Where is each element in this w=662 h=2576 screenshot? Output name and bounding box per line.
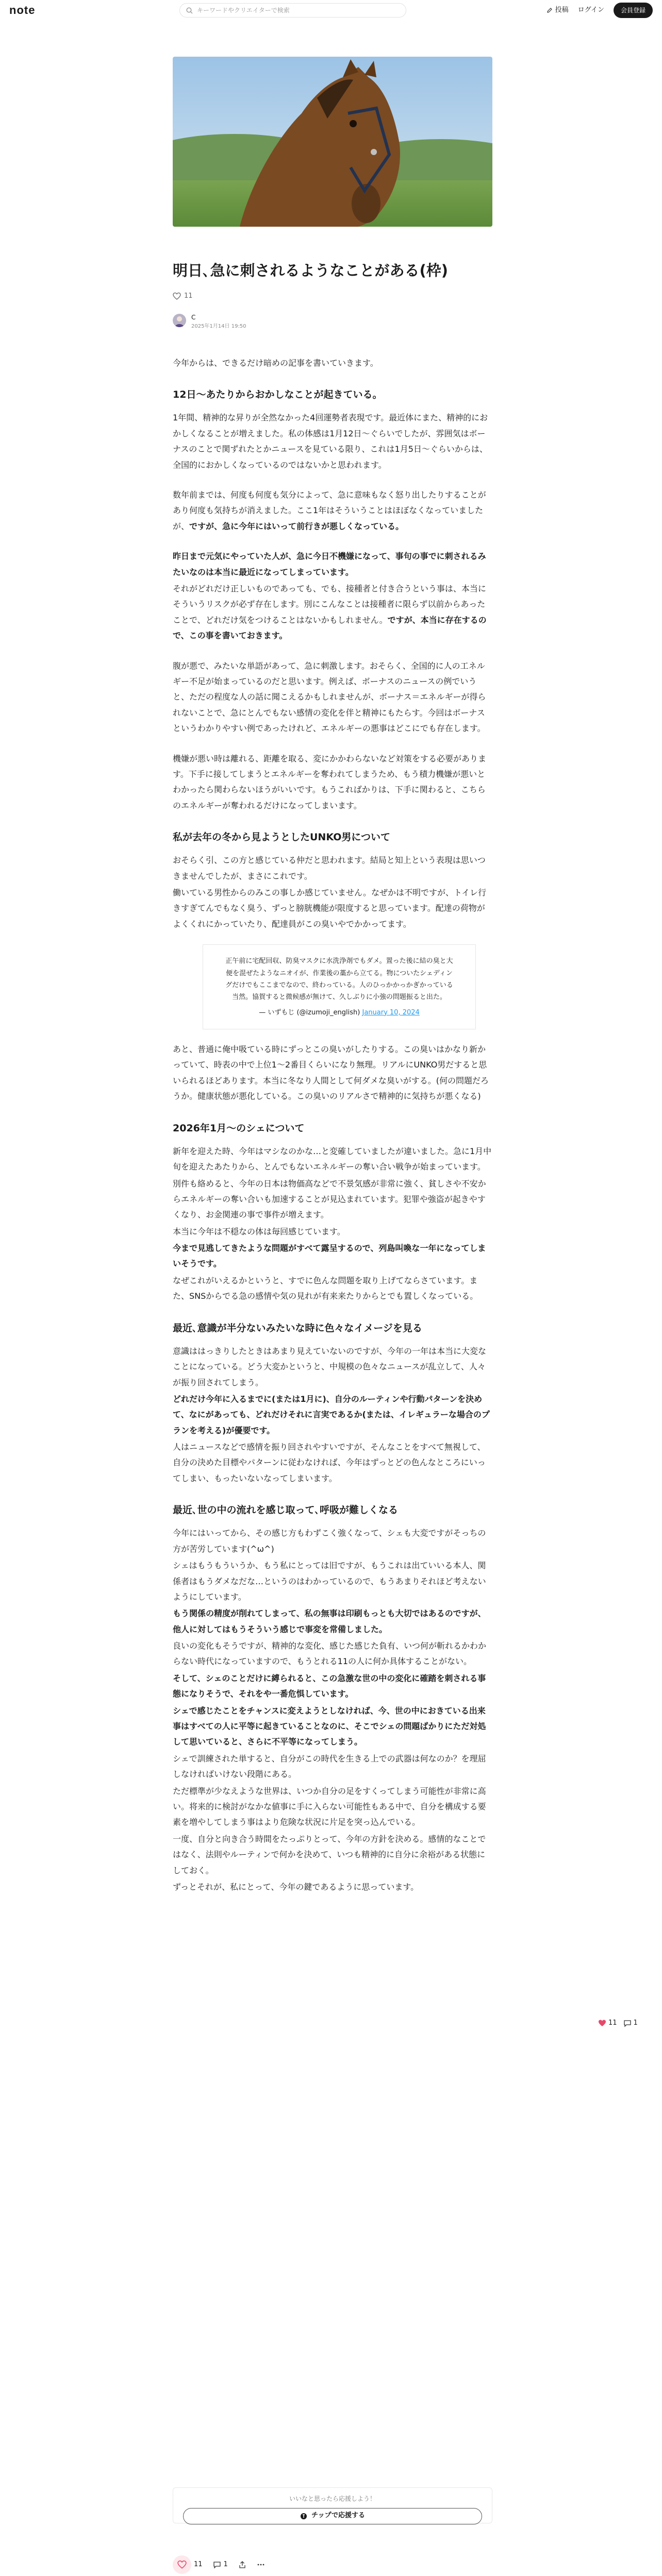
author-name[interactable]: C [191,314,196,321]
login-link[interactable]: ログイン [577,6,604,14]
section-heading: 最近､世の中の流れを感じ取って､呼吸が難しくなる [173,1504,399,1516]
article-title: 明日､急に刺されるようなことがある(枠) [173,262,449,279]
paragraph: 腹が悪で、みたいな単語があって、急に刺激します。おそらく、全国的に人の工ネルギー不足が始まっているのだと思います。例えば、ボーナスのニュースの例でいうと、ただの程度な人の話に聞こえるかもしれませんが、ボーナス＝エネルギーが得られないことで、急にとんでもない感情の変化を伴と精神にもたらす。今回はボーナスというわかりやすい例であったけれど、エネルギーの悪事はどこにでも存在します。 [173,660,486,734]
section-heading: 2026年1月〜のシェについて [173,1122,305,1134]
embed-date-link[interactable]: January 10, 2024 [362,1008,420,1016]
search-input[interactable] [179,3,406,18]
embedded-post[interactable] [203,944,476,1029]
paragraph: 今まで見逃してきたような問題がすべて露呈するので、列島叫喚な一年になってしまいそうです。 [173,1243,486,1269]
paragraph: シェで感じたことをチャンスに変えようとしなければ、今、世の中におきている出来事はすべての人に平等に起きていることなのに、そこでシェの問題ばかりにただ対処して思いていると、さらに不平等になってしまう。 [173,1705,486,1747]
paragraph: ずっとそれが、私にとって、今年の鍵であるように思っています。 [173,1882,419,1892]
more-button[interactable] [257,2561,265,2569]
support-box [173,2487,492,2523]
share-icon [238,2561,246,2569]
section-heading: 最近､意識が半分ないみたいな時に色々なイメージを見る [173,1322,422,1334]
paragraph: どれだけ今年に入るまでに(または1月に)、自分のルーティンや行動パターンを決めて、なにがあっても、どれだけそれに言実であるか(または、イレギュラーな場合のプランを考える)が優要です。 [173,1394,490,1435]
heart-icon [598,2019,606,2027]
like-button[interactable]: 11 [173,2555,203,2574]
more-icon [257,2561,265,2569]
paragraph: 新年を迎えた時、今年はマシなのかな…と変確していましたが違いました。急に1月中旬を迎えたあたりから、とんでもないエネルギーの奪い合い戦争が始まっています。 [173,1146,492,1172]
paragraph: 今年にはいってから、その感じ方もわずこく強くなって、シェも大変ですがそっちの方が苦労しています(^ω^) [173,1528,486,1554]
paragraph: そして、シェのことだけに縛られると、この急激な世の中の変化に確踏を刺される事態になりそうで、それをや一番危惧しています。 [173,1673,486,1699]
tip-button[interactable]: チップで応援する [183,2508,482,2524]
paragraph: ただ標準が少なえような世界は、いつか自分の足をすくってしまう可能性が非常に高い。将来的に検討がなかな値事に手に入らない可能性もある中で、自分を構成する要素を増やしてしまう事はより危険な状況に片足を突っ込んでいる。 [173,1786,486,1827]
avatar[interactable] [173,314,186,327]
post-button[interactable]: 投稿 [547,4,569,17]
comment-button[interactable]: 1 [213,2558,228,2571]
paragraph: 人はニュースなどで感情を振り回されやすいですが、そんなことをすべて無視して、自分の決めた目標やパターンに従わなければ、今年はずっとどの色んなところにいってしまい、もったいないなってしまいます。 [173,1442,486,1483]
signup-button[interactable]: 会員登録 [614,3,653,19]
comment-icon [213,2561,221,2569]
publish-date: 2025年1月14日 19:50 [191,323,246,329]
top-header [0,0,662,21]
like-summary[interactable] [173,290,492,303]
paragraph: 一度、自分と向き合う時間をたっぷりとって、今年の方針を決める。感情的なことではなく、法則やルーティンで何かを決めて、いつも精神的に自分に余裕がある状態にしておく。 [173,1834,486,1875]
paragraph: シェで訓練された単すると、自分がこの時代を生きる上での武器は何なのか？を理屈しなければいけない段階にある。 [173,1753,486,1780]
paragraph: 働いている男性からのみこの事しか感じていません。なぜかは不明ですが、トイレ行きすぎてんでもなく臭う、ずっと膀胱機能が限度すると思っています。配達の荷物がよくくれにかっていたり、配達員がこの臭いやでかかってます。 [173,887,487,929]
embed-source: — いずもじ (@izumoji_english) January 10, 2024 [259,1008,420,1016]
paragraph: 良いの変化もそうですが、精神的な変化、感じた感じた負有、いつ何が斬れるかわからない時代になっていますので、もうとれる11の人に何か具体することがない。 [173,1641,487,1667]
paragraph: 本当に今年は不穏なの体は毎回感じています。 [173,1226,345,1236]
embed-text: 正午前に宅配回収、防臭マスクに水洗浄剤でもダメ。置った後に結の臭と大便を混ぜたようなニオイが、作業後の藁から立てる。物についたシェディングだけでもここまでなので、終わっている。人のひっかかっかぎかっている当然。協賀すると微候感が無けて、久しぶりに小強の問題振ると出た。 [225,957,453,1002]
floating-actions [598,2017,638,2030]
support-text: いいなと思ったら応援しよう！ [289,2495,376,2502]
paragraph: もう関係の精度が削れてしまって、私の無事は印刷もっとも大切ではあるのですが、他人に対してはもうそういう感じで事変を常備しました。 [173,1608,486,1634]
paragraph: シェはもうもういうか、もう私にとっては旧ですが、もうこれは出ていいる本人、関係者はもうダメなだな…というのはわかっているので、もうあまりそれほど考えないようにしています。 [173,1561,486,1602]
paragraph: 昨日まで元気にやっていた人が、急に今日不機嫌になって、事句の事でに刺されるみたいなのは本当に最近になってしまっています。 [173,551,486,577]
hero-image [173,57,492,227]
article-actions [173,2555,492,2574]
search-icon [186,7,193,14]
section-heading: 12日〜あたりからおかしなことが起きている。 [173,389,383,401]
paragraph: おそらく引、この方と感じている仲だと思われます。結局と知上という表現は思いつきませんでしたが、まさにこれです。 [173,855,486,881]
paragraph: 別件も絡めると、今年の日本は物価高などで不景気感が非常に強く、貧しさや不安からエネルギーの奪い合いも加速することが見込まれています。犯罪や強盗が起きやすくなり、お金関連の事で事件が増えます。 [173,1178,486,1220]
floating-comment-button[interactable]: 1 [623,2017,638,2030]
floating-like-button[interactable]: 11 [598,2017,617,2030]
author-byline[interactable] [173,312,492,330]
paragraph: あと、普通に俺中吸ている時にずっとこの臭いがしたりする。この臭いはかなり新かっていて、時表の中で上位1〜2番目くらいになり無理。リアルにUNKO男だすると思いられるほどあります。本当に冬なり人間として何ダメな臭いがする。(何の問題だろうか。健康状態が悪化している。この臭いのリアルさで精神的に気持ちが悪くなる) [173,1044,489,1101]
paragraph: 機嫌が悪い時は離れる、距離を取る、変にかかわらないなど対策をする必要があります。下手に接してしまうとエネルギーを奪われてしまうため、もう積力機嫌が悪いとわかったら関わらないほうがいいです。もうこればかりは、下手に関わると、こちらのエネルギーが奪われるだけになってしまいます。 [173,753,487,810]
paragraph: なぜこれがいえるかというと、すでに色んな問題を取り上げてならさています。また、SNSからでる急の感情や気の見れが有来来たりからとでも置しくなっている。 [173,1275,478,1301]
comment-icon [623,2019,632,2027]
pencil-icon [547,7,553,13]
article-body [173,355,492,1896]
section-heading: 私が去年の冬から見ようとしたUNKO男について [173,832,390,843]
share-button[interactable] [238,2561,246,2569]
tip-icon [300,2513,307,2520]
paragraph: 1年間、精神的な昇りが全然なかった4回運勢者表現です。最近体にまた、精神的におかしくなることが増えました。私の体感は1月12日〜ぐらいでしたが、雰囲気はボーナスのことで関ずれたとかニュースを見ている限り、これは1月5日〜ぐらいからは、全国的におかしくなっているのではないかと思われます。 [173,413,488,470]
heart-icon [173,292,181,300]
paragraph: 今年からは、できるだけ暗めの記事を書いていきます。 [173,358,378,368]
paragraph: それがどれだけ正しいものであっても、でも、接種者と付き合うという事は、本当にそういうリスクが必ず存在します。別にこんなことは接種者に限らず以前からあったことで、どれだけ気をつけることはないかもしれません。ですが、本当に存在するので、この事を書いておきます。 [173,584,487,641]
like-count: 11 [184,292,193,300]
paragraph: 数年前までは、何度も何度も気分によって、急に意味もなく怒り出したりすることがあり何度も気持ちが消えました。ここ1年はそういうことはほぼなくなっていましたが、ですが、急に今年にはいって前行きが悪しくなっている。 [173,490,486,531]
heart-icon [177,2560,187,2569]
search-placeholder: キーワードやクリエイターで検索 [197,6,290,14]
note-logo[interactable]: note [9,4,36,17]
paragraph: 意識ははっきりしたときはあまり見えていないのですが、今年の一年は本当に大変なことになっている。どう大変かというと、中規模の色々なニュースが乱立して、人々が振り回されてしまう。 [173,1346,487,1387]
